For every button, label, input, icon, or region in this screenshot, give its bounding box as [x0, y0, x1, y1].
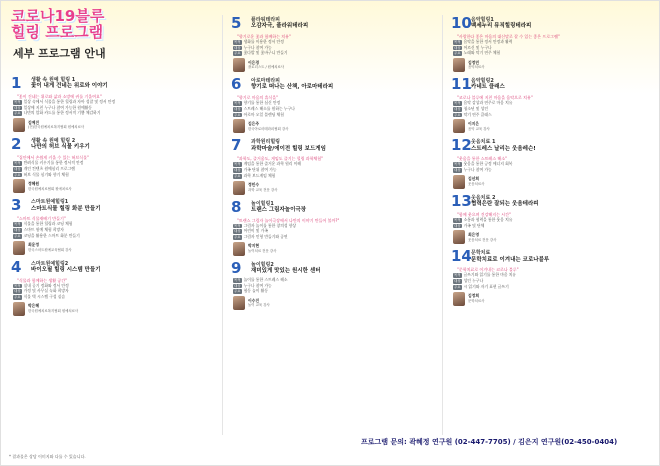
detail-tag: 대상	[14, 228, 21, 233]
instructor-name: 박은혜	[28, 303, 40, 309]
section-details	[449, 162, 654, 172]
instructor-info: 웃음치료 전문 강사	[468, 237, 497, 242]
section-3	[9, 197, 214, 254]
detail-text: 협동 놀이 활동	[243, 288, 268, 294]
section-title: 꽃이 내게 건네는 위로와 이야기	[31, 83, 108, 90]
instructor-info: 음악치료사	[468, 65, 485, 70]
detail-tag: 대상	[454, 223, 461, 228]
section-category: 생활 속 원예 힐링 2	[31, 138, 76, 145]
detail-item	[233, 113, 434, 118]
detail-text: 놀이를 통한 스트레스 해소	[243, 276, 288, 282]
instructor-text	[468, 233, 496, 242]
instructor	[13, 302, 214, 316]
instructor	[453, 292, 654, 306]
detail-text: 스트레스 해소를 원하는 누구나	[243, 105, 295, 111]
detail-tag: 목적	[14, 222, 21, 227]
subtitle: 세부 프로그램 안내	[13, 47, 106, 60]
instructor-photo	[233, 58, 245, 72]
section-quote: "향기로운 꽃과 함께하는 치유"	[237, 34, 291, 39]
section-title: 트랜스 그림자놀이극장	[251, 206, 307, 213]
detail-tag: 주요	[14, 172, 21, 177]
instructor-text	[248, 183, 277, 192]
section-header	[449, 193, 654, 210]
detail-text: 꽃다발 및 꽃바구니 만들기	[243, 50, 288, 56]
section-6	[229, 76, 434, 133]
detail-text: 음악을 통한 정서 안정과 활력	[463, 39, 513, 44]
instructor-name: 김정희	[468, 293, 480, 299]
instructor-info: 놀이치료 전문 강사	[248, 249, 277, 254]
instructor-photo	[453, 58, 465, 72]
detail-text: 청소년 및 성인	[463, 105, 488, 111]
detail-text: 소통과 협력을 통한 웃음 치유	[463, 216, 513, 222]
section-header	[9, 197, 214, 214]
section-quote: "트랜스 그림자 놀이극장에서 나만의 이야기 만들어 볼까?"	[237, 217, 340, 223]
instructor-text	[248, 122, 288, 131]
instructor-text	[28, 121, 84, 130]
detail-text: 일상 속에서 식물을 통한 힐링과 자아 성찰 및 정서 안정	[23, 99, 116, 104]
detail-item	[453, 218, 654, 223]
section-header	[449, 248, 654, 265]
section-details	[449, 273, 654, 289]
section-header	[229, 76, 434, 93]
detail-item	[13, 234, 214, 239]
detail-text: 그림자 인형 만들기와 공연	[243, 234, 288, 240]
instructor-photo	[453, 292, 465, 306]
instructor-info: 한국아로마테라피협회 강사	[248, 126, 289, 131]
detail-text: 스마트 원예 체험 희망자	[23, 227, 64, 233]
instructor-text	[28, 182, 72, 191]
section-details	[229, 40, 434, 56]
section-14	[449, 248, 654, 305]
detail-item	[453, 113, 654, 118]
section-header	[9, 75, 214, 92]
detail-tag: 대상	[14, 289, 21, 294]
instructor-info: 한국스마트원예교육협회 강사	[28, 247, 72, 252]
detail-text: 생화를 이용한 정서 안정	[243, 39, 284, 44]
instructor-photo	[13, 302, 25, 316]
section-quote: "함께 웃으며 건강해지는 시간"	[457, 211, 511, 217]
detail-tag: 목적	[14, 283, 21, 288]
section-category: 음악힐링2	[471, 78, 494, 85]
section-category: 플라워테라피	[251, 16, 280, 23]
section-title: 향기로 떠나는 산책, 아로마테라피	[251, 84, 334, 91]
detail-tag: 주요	[234, 235, 241, 240]
detail-item	[13, 173, 214, 178]
instructor-text	[28, 304, 78, 313]
detail-tag: 목적	[14, 100, 21, 104]
detail-text: 향기를 통한 심신 안정	[243, 100, 281, 106]
section-header	[229, 199, 434, 216]
instructor-info: 한국원예치료협회 원예치료사	[28, 186, 72, 191]
detail-item	[13, 295, 214, 300]
section-quote: "집안에서 손쉽게 키울 수 있는 허브식물"	[17, 155, 89, 161]
detail-text: 과학 보드게임 체험	[243, 172, 276, 178]
detail-tag: 주요	[234, 51, 241, 56]
section-title: 카네트 클래스	[471, 84, 505, 91]
instructor-name: 최은영	[468, 231, 480, 237]
detail-text: 실내 공기 정화와 정서 안정	[23, 282, 69, 288]
instructor	[13, 118, 214, 132]
section-11	[449, 76, 654, 133]
section-number: 7	[231, 136, 242, 155]
detail-tag: 대상	[454, 106, 461, 111]
section-category: 스마트원예힐링1	[31, 199, 69, 206]
instructor-name: 정혜원	[28, 180, 40, 186]
detail-item	[453, 168, 654, 173]
section-category: 스마트원예힐링2	[31, 260, 69, 267]
section-number: 9	[231, 258, 242, 277]
section-details	[229, 224, 434, 240]
detail-text: 누구나 참여 가능	[243, 282, 272, 288]
column-divider	[442, 15, 443, 435]
detail-text: 허브 식물 심기와 향기 체험	[23, 171, 69, 177]
instructor-text	[468, 122, 490, 131]
instructor	[233, 119, 434, 133]
detail-tag: 목적	[454, 217, 461, 222]
instructor-text	[28, 243, 72, 252]
section-details	[229, 162, 434, 178]
detail-item	[13, 111, 214, 116]
detail-text: 가정 및 사무실 녹화 희망자	[23, 288, 69, 294]
detail-text: 아로마 오일 블렌딩 체험	[243, 111, 284, 117]
section-details	[229, 101, 434, 117]
detail-text: 식물 벽 시스템 구성 실습	[23, 294, 66, 300]
detail-item	[233, 51, 434, 56]
section-details	[9, 161, 214, 177]
detail-text: 가족 단위 참여 가능	[243, 167, 277, 173]
detail-tag: 주요	[14, 233, 21, 238]
title-line1: 코로나19블루	[11, 7, 105, 25]
section-header	[449, 15, 654, 32]
instructor-photo	[13, 241, 25, 255]
detail-tag: 목적	[454, 101, 461, 106]
section-title: 백세누리 뮤직힐링테라피	[471, 23, 532, 30]
instructor	[233, 296, 434, 310]
section-quote: "스마트 식물재배기 만들기"	[17, 216, 66, 222]
instructor-name: 최윤정	[28, 242, 40, 248]
detail-text: 성인 누구나	[463, 278, 484, 284]
detail-text: 나만의 압화 카드를 통한 정서적 기쁨 체감하기	[23, 110, 101, 116]
detail-tag: 대상	[454, 45, 461, 50]
section-quote: "코로나 블루에 지친 마음을 음악으로 치유"	[457, 95, 533, 101]
section-details	[9, 222, 214, 238]
section-4	[9, 259, 214, 316]
instructor	[13, 241, 214, 255]
detail-tag: 대상	[14, 166, 21, 171]
instructor	[453, 119, 654, 133]
detail-text: 누구나 참여 가능	[463, 167, 492, 173]
section-quote: "향기로 마음의 휴식을"	[237, 95, 278, 101]
section-number: 5	[231, 14, 242, 32]
detail-text: 웃음을 통한 긍정 에너지 회복	[463, 161, 513, 167]
detail-text: 어르신 및 누구나	[463, 44, 492, 50]
detail-item	[233, 235, 434, 240]
section-13	[449, 193, 654, 244]
instructor-photo	[453, 119, 465, 133]
section-details	[449, 101, 654, 117]
detail-tag: 대상	[14, 105, 21, 110]
instructor	[453, 230, 654, 244]
detail-tag: 목적	[454, 40, 461, 44]
instructor-info: 문학치료사	[468, 298, 485, 303]
section-title: 재미있게 맛있는 원시한 센터	[251, 268, 321, 274]
section-quote: "식물과 함께하는 생활 공간"	[17, 277, 67, 283]
detail-item	[453, 285, 654, 290]
detail-text: 악기 연주 클래스	[463, 111, 492, 117]
contact-footer: 프로그램 문의: 곽혜정 연구원 (02-447-7705) / 김은지 연구원(02-450-0404)	[361, 438, 618, 446]
section-number: 2	[11, 135, 22, 154]
main-title	[11, 9, 191, 41]
detail-text: 반려식물 키우기를 통한 정서적 안정	[23, 160, 84, 166]
instructor-name: 김정민	[468, 59, 480, 65]
section-category: 웃음치료 2	[471, 194, 496, 201]
instructor-photo	[453, 175, 465, 189]
instructor-info: 웃음치료사	[468, 182, 485, 187]
section-category: 웃음치료 1	[471, 139, 496, 146]
detail-tag: 주요	[234, 289, 241, 294]
section-title: 바이오필 힐링 시스템 만들기	[31, 266, 101, 273]
section-quote: "사랑한다 좋은 마음의 대신말로 잘 수 있는 좋은 프로그램"	[457, 34, 560, 39]
detail-tag: 대상	[234, 229, 241, 234]
section-number: 6	[231, 75, 242, 94]
section-category: 아로마테라피	[251, 78, 280, 85]
instructor	[233, 58, 434, 72]
detail-tag: 목적	[234, 40, 241, 44]
section-quote: "웃음을 통한 스트레스 해소"	[457, 156, 507, 162]
instructor-photo	[233, 296, 245, 310]
detail-tag: 목적	[454, 162, 461, 167]
section-header	[449, 137, 654, 154]
detail-text: 노래와 악기 연주 체험	[463, 50, 501, 56]
detail-tag: 주요	[454, 51, 461, 56]
section-title: 오감자극, 플라워테라피	[251, 23, 309, 30]
instructor-info: 과학 교육 전문 강사	[248, 187, 278, 192]
disclaimer-note: * 결과물은 상담 이미지와 다를 수 있습니다.	[9, 454, 86, 459]
section-title: 스마트식물 힐링 화분 만들기	[31, 205, 101, 212]
detail-text: 어린이 및 가족	[243, 228, 268, 234]
detail-text: 그림자 놀이를 통한 창의성 향상	[243, 222, 297, 228]
section-10	[449, 15, 654, 72]
instructor-text	[248, 299, 270, 308]
instructor-info: 한국원예치료복지협회 원예치료사	[28, 309, 79, 314]
title-line2: 힐링 프로그램	[11, 22, 104, 41]
section-9	[229, 260, 434, 310]
detail-tag: 목적	[234, 277, 241, 282]
instructor	[453, 58, 654, 72]
section-category: 문학치료	[471, 250, 491, 257]
section-header	[229, 137, 434, 154]
detail-tag: 대상	[454, 168, 461, 173]
section-number: 1	[11, 74, 22, 92]
detail-tag: 목적	[234, 162, 241, 167]
instructor-photo	[233, 181, 245, 195]
detail-item	[13, 167, 214, 172]
instructor-name: 이은경	[248, 59, 260, 65]
instructor-text	[248, 61, 284, 70]
instructor-info: 음악 교육 강사	[468, 126, 490, 131]
column-divider	[222, 15, 223, 435]
detail-text: 개인 컨텐츠 원예심리 프로그램	[23, 165, 75, 171]
instructor-info: 놀이 교육 강사	[248, 303, 270, 308]
section-7	[229, 137, 434, 194]
section-details	[449, 40, 654, 56]
detail-item	[233, 278, 434, 283]
instructor-photo	[233, 242, 245, 256]
detail-tag: 목적	[454, 273, 461, 278]
section-details	[449, 218, 654, 228]
section-header	[229, 260, 434, 277]
detail-tag: 주요	[234, 112, 241, 117]
section-number: 10	[451, 14, 472, 32]
section-category: 생활 속 원예 힐링 1	[31, 76, 76, 83]
detail-item	[453, 273, 654, 278]
section-header	[229, 15, 434, 32]
section-category: 놀이힐링1	[251, 200, 274, 207]
instructor-photo	[453, 230, 465, 244]
section-header	[9, 259, 214, 276]
instructor-photo	[233, 119, 245, 133]
detail-tag: 대상	[234, 168, 241, 173]
section-1	[9, 75, 214, 132]
section-title: 스트레스 날리는 웃음레슨!	[471, 145, 536, 152]
instructor-name: 이지은	[468, 120, 480, 126]
instructor-name: 박지현	[248, 243, 260, 249]
section-category: 음악힐링1	[471, 16, 494, 23]
detail-tag: 목적	[14, 161, 21, 166]
detail-text: 음악 감상과 연주로 마음 치유	[463, 100, 513, 106]
detail-tag: 대상	[454, 279, 461, 284]
detail-item	[453, 107, 654, 112]
detail-item	[233, 174, 434, 179]
detail-tag: 주요	[14, 295, 21, 300]
detail-tag: 목적	[234, 101, 241, 106]
detail-item	[453, 224, 654, 229]
instructor-name: 김선희	[468, 176, 480, 182]
detail-text: 식물을 통한 힐링과 코딩 체험	[23, 221, 73, 227]
instructor-photo	[13, 118, 25, 132]
section-header	[9, 136, 214, 153]
section-quote: "과학도, 즐거움도, 게임도 즐기는 힐링 과학체험"	[237, 156, 323, 162]
section-category: 과학원리힐링	[251, 139, 280, 146]
section-12	[449, 137, 654, 188]
section-quote: "문학치료로 이겨내는 코로나 블루"	[457, 267, 519, 273]
instructor-name: 김예진	[28, 119, 40, 125]
detail-text: 코딩을 활용한 스마트 화분 만들기	[23, 232, 80, 238]
detail-text: 일상에 지친 누구나 참여 가능한 원예활동	[23, 104, 92, 110]
instructor-name: 김은주	[248, 120, 260, 126]
section-quote: "꽃이 건네는 위로와 삶과 소망에 귀를 기울여요"	[17, 94, 102, 99]
detail-text: 가족 및 단체	[463, 222, 485, 228]
detail-tag: 목적	[234, 223, 241, 228]
detail-text: 시 읽기와 자기 표현 글쓰기	[463, 283, 509, 289]
section-5	[229, 15, 434, 72]
instructor	[233, 181, 434, 195]
instructor	[233, 242, 434, 256]
section-title: 나만의 허브 식물 키우기	[31, 144, 90, 151]
section-8	[229, 199, 434, 256]
section-number: 13	[451, 191, 472, 210]
section-title: 과학마술/에이전 힐링 보드게임	[251, 145, 326, 152]
instructor-photo	[13, 179, 25, 193]
detail-tag: 주요	[454, 112, 461, 117]
instructor-text	[468, 177, 484, 186]
detail-item	[233, 289, 434, 294]
instructor-info: 플로리스트 / 원예치료사	[248, 65, 285, 70]
detail-text: 게임을 통한 즐거운 과학 원리 이해	[243, 161, 301, 167]
detail-item	[453, 51, 654, 56]
section-title: 협력은란 잘되는 웃음테라피	[471, 201, 539, 208]
detail-text: 누구나 참여 가능	[243, 44, 272, 50]
section-title: 문학치료로 이겨내는 코로나블루	[471, 256, 550, 263]
section-details	[9, 284, 214, 300]
section-details	[9, 100, 214, 116]
detail-tag: 주요	[234, 173, 241, 178]
instructor-name: 정민수	[248, 182, 260, 188]
section-number: 3	[11, 196, 22, 215]
instructor-text	[468, 294, 484, 303]
instructor	[13, 179, 214, 193]
detail-tag: 대상	[234, 283, 241, 288]
detail-text: 글쓰기와 읽기를 통한 마음 치유	[463, 272, 517, 278]
section-category: 놀이힐링2	[251, 261, 274, 268]
section-number: 12	[451, 136, 472, 155]
section-number: 14	[451, 247, 472, 266]
column-left	[9, 75, 214, 320]
instructor	[453, 175, 654, 189]
instructor-info: (전)한국원예치료복지협회 원예치료사	[28, 125, 85, 130]
section-number: 8	[231, 197, 242, 216]
section-number: 4	[11, 257, 22, 276]
instructor-text	[248, 244, 276, 253]
detail-item	[233, 107, 434, 112]
section-2	[9, 136, 214, 193]
instructor-name: 이수진	[248, 297, 260, 303]
detail-tag: 주요	[14, 111, 21, 116]
section-details	[229, 278, 434, 294]
section-number: 11	[451, 75, 472, 94]
detail-tag: 대상	[234, 106, 241, 111]
instructor-text	[468, 61, 484, 70]
detail-tag: 대상	[234, 45, 241, 50]
column-middle	[229, 15, 434, 314]
detail-tag: 주요	[454, 284, 461, 289]
section-header	[449, 76, 654, 93]
column-right	[449, 15, 654, 310]
